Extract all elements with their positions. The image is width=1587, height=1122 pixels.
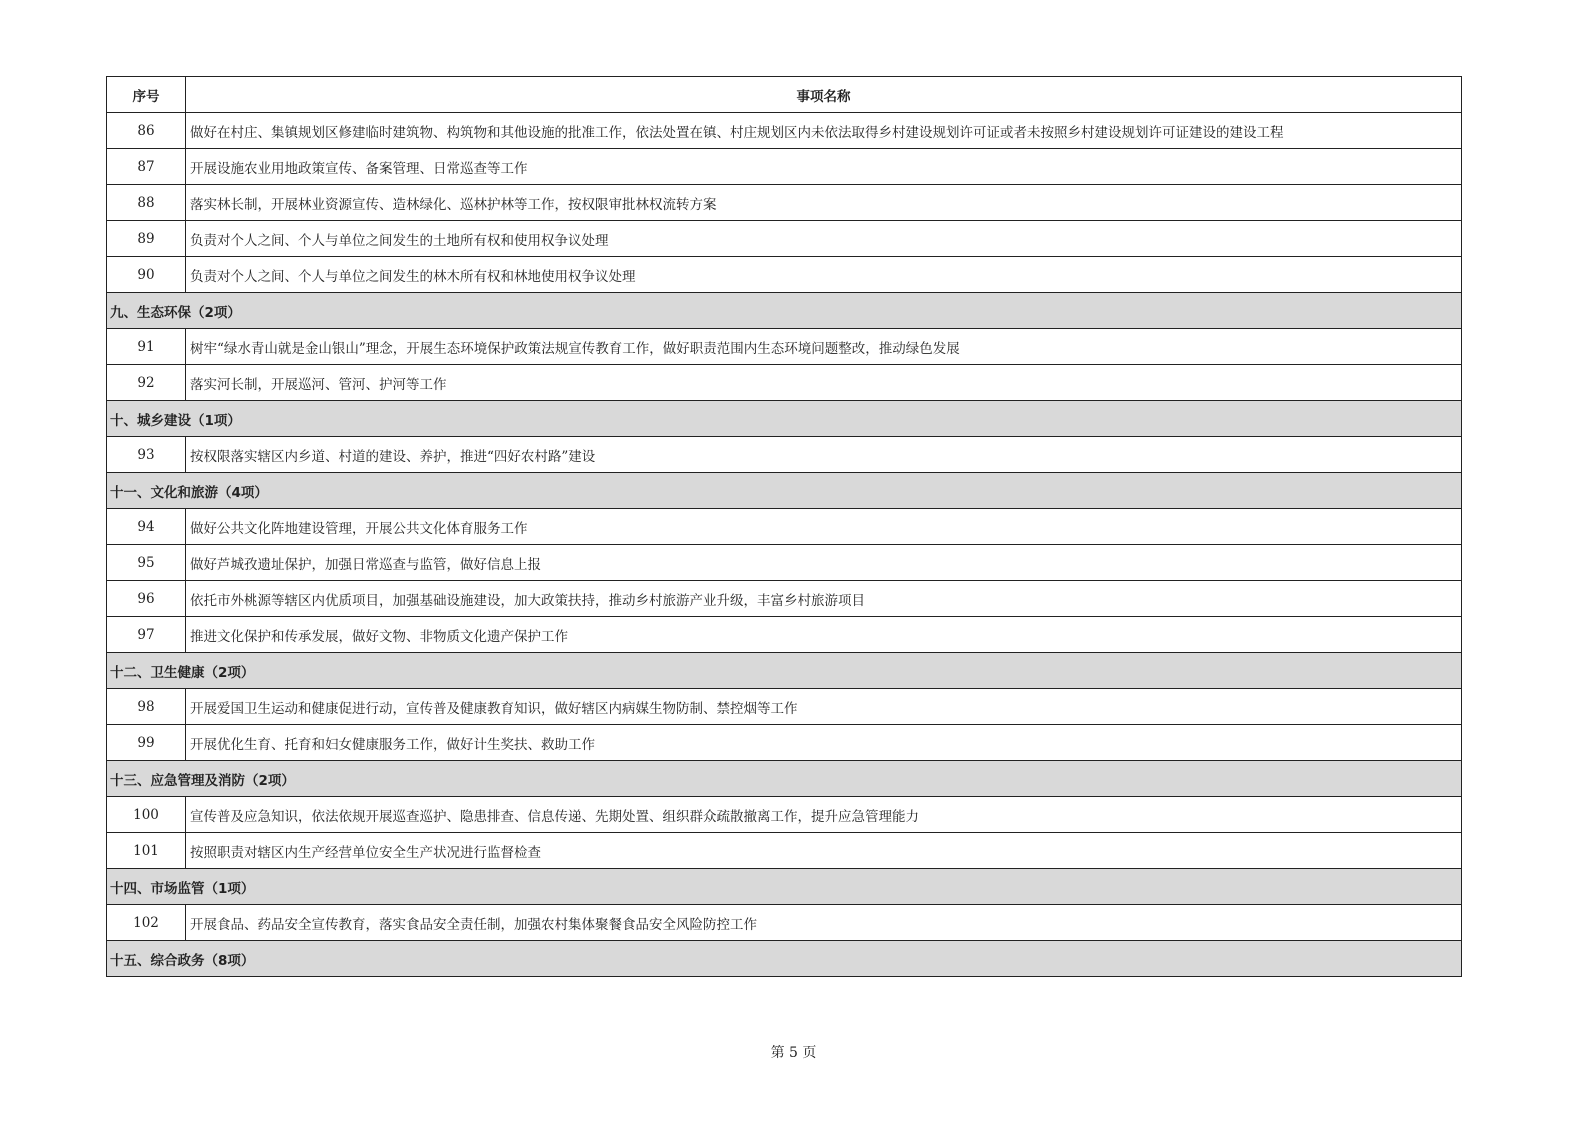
row-item-name: 落实河长制，开展巡河、管河、护河等工作 — [186, 365, 1462, 401]
row-serial-number: 95 — [107, 545, 186, 581]
table-row — [107, 833, 1462, 869]
table-row — [107, 725, 1462, 761]
row-item-name: 按权限落实辖区内乡道、村道的建设、养护，推进“四好农村路”建设 — [186, 437, 1462, 473]
row-serial-number: 87 — [107, 149, 186, 185]
row-item-name: 依托市外桃源等辖区内优质项目，加强基础设施建设，加大政策扶持，推动乡村旅游产业升级，丰富乡村旅游项目 — [186, 581, 1462, 617]
row-serial-number: 90 — [107, 257, 186, 293]
row-item-name: 树牢“绿水青山就是金山银山”理念，开展生态环境保护政策法规宣传教育工作，做好职责范围内生态环境问题整改，推动绿色发展 — [186, 329, 1462, 365]
header-serial-number: 序号 — [107, 77, 186, 113]
section-title: 十五、综合政务（8项） — [107, 941, 1462, 977]
row-item-name: 开展爱国卫生运动和健康促进行动，宣传普及健康教育知识，做好辖区内病媒生物防制、禁控烟等工作 — [186, 689, 1462, 725]
table-row — [107, 329, 1462, 365]
row-item-name: 开展食品、药品安全宣传教育，落实食品安全责任制，加强农村集体聚餐食品安全风险防控工作 — [186, 905, 1462, 941]
row-item-name: 负责对个人之间、个人与单位之间发生的土地所有权和使用权争议处理 — [186, 221, 1462, 257]
row-item-name: 宣传普及应急知识，依法依规开展巡查巡护、隐患排查、信息传递、先期处置、组织群众疏散撤离工作，提升应急管理能力 — [186, 797, 1462, 833]
row-item-name: 做好芦城孜遗址保护，加强日常巡查与监管，做好信息上报 — [186, 545, 1462, 581]
table-row — [107, 581, 1462, 617]
section-title: 十一、文化和旅游（4项） — [107, 473, 1462, 509]
row-serial-number: 88 — [107, 185, 186, 221]
table-row — [107, 185, 1462, 221]
row-serial-number: 89 — [107, 221, 186, 257]
row-serial-number: 100 — [107, 797, 186, 833]
table-row — [107, 617, 1462, 653]
table-row — [107, 149, 1462, 185]
row-serial-number: 99 — [107, 725, 186, 761]
row-item-name: 做好在村庄、集镇规划区修建临时建筑物、构筑物和其他设施的批准工作，依法处置在镇、村庄规划区内未依法取得乡村建设规划许可证或者未按照乡村建设规划许可证建设的建设工程 — [186, 113, 1462, 149]
table-header-row — [107, 77, 1462, 113]
row-serial-number: 102 — [107, 905, 186, 941]
matters-table — [106, 76, 1462, 977]
row-item-name: 落实林长制，开展林业资源宣传、造林绿化、巡林护林等工作，按权限审批林权流转方案 — [186, 185, 1462, 221]
row-serial-number: 97 — [107, 617, 186, 653]
header-item-name: 事项名称 — [186, 77, 1462, 113]
section-title: 十三、应急管理及消防（2项） — [107, 761, 1462, 797]
table-row — [107, 113, 1462, 149]
row-serial-number: 101 — [107, 833, 186, 869]
table-row — [107, 905, 1462, 941]
section-title: 十四、市场监管（1项） — [107, 869, 1462, 905]
row-item-name: 按照职责对辖区内生产经营单位安全生产状况进行监督检查 — [186, 833, 1462, 869]
matters-table-container — [106, 76, 1462, 977]
table-row — [107, 365, 1462, 401]
section-header-row — [107, 473, 1462, 509]
section-header-row — [107, 941, 1462, 977]
row-item-name: 负责对个人之间、个人与单位之间发生的林木所有权和林地使用权争议处理 — [186, 257, 1462, 293]
table-row — [107, 257, 1462, 293]
section-header-row — [107, 761, 1462, 797]
row-serial-number: 98 — [107, 689, 186, 725]
row-serial-number: 91 — [107, 329, 186, 365]
table-row — [107, 509, 1462, 545]
section-header-row — [107, 401, 1462, 437]
section-title: 十、城乡建设（1项） — [107, 401, 1462, 437]
table-body — [107, 113, 1462, 977]
table-row — [107, 545, 1462, 581]
row-serial-number: 92 — [107, 365, 186, 401]
row-serial-number: 86 — [107, 113, 186, 149]
table-row — [107, 797, 1462, 833]
row-serial-number: 96 — [107, 581, 186, 617]
row-item-name: 开展设施农业用地政策宣传、备案管理、日常巡查等工作 — [186, 149, 1462, 185]
table-row — [107, 689, 1462, 725]
row-item-name: 做好公共文化阵地建设管理，开展公共文化体育服务工作 — [186, 509, 1462, 545]
section-header-row — [107, 653, 1462, 689]
row-serial-number: 94 — [107, 509, 186, 545]
section-title: 九、生态环保（2项） — [107, 293, 1462, 329]
section-header-row — [107, 293, 1462, 329]
section-header-row — [107, 869, 1462, 905]
section-title: 十二、卫生健康（2项） — [107, 653, 1462, 689]
page-number: 第 5 页 — [770, 1045, 817, 1061]
table-row — [107, 437, 1462, 473]
row-item-name: 推进文化保护和传承发展，做好文物、非物质文化遗产保护工作 — [186, 617, 1462, 653]
row-item-name: 开展优化生育、托育和妇女健康服务工作，做好计生奖扶、救助工作 — [186, 725, 1462, 761]
row-serial-number: 93 — [107, 437, 186, 473]
table-row — [107, 221, 1462, 257]
